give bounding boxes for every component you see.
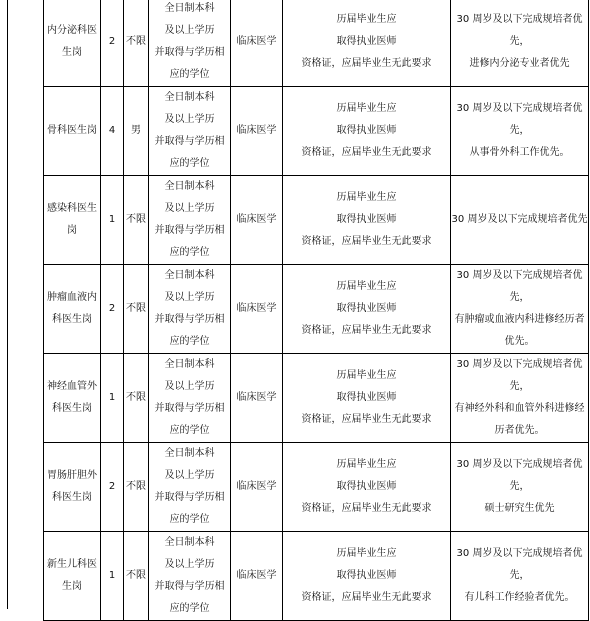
note-cell-line: 优先。 <box>504 336 535 347</box>
note-cell-line: 30 周岁及以下完成规培者优先， <box>456 103 583 136</box>
post-name-cell-line: 新生儿科医 <box>47 559 97 570</box>
note-cell <box>451 532 589 621</box>
education-cell <box>149 87 231 176</box>
note-cell-line: 30 周岁及以下完成规培者优先， <box>456 14 583 47</box>
qualification-cell-line: 取得执业医师 <box>336 214 397 225</box>
education-cell <box>149 176 231 265</box>
note-cell-line: 历者优先。 <box>494 425 545 436</box>
post-name-cell-line: 神经血管外 <box>47 381 97 392</box>
note-cell-line: 30 周岁及以下完成规培者优先， <box>456 359 583 392</box>
qualification-cell-line: 取得执业医师 <box>336 36 397 47</box>
education-cell-line: 并取得与学历相 <box>154 136 225 147</box>
post-name-cell-line: 生岗 <box>62 581 82 592</box>
qualification-cell-line: 取得执业医师 <box>336 303 397 314</box>
note-cell-line: 30 周岁及以下完成规培者优先 <box>451 214 588 225</box>
education-cell-line: 及以上学历 <box>164 203 215 214</box>
education-cell-line: 并取得与学历相 <box>154 403 225 414</box>
qualification-cell-line: 取得执业医师 <box>336 570 397 581</box>
qualification-cell-line: 资格证，应届毕业生无此要求 <box>301 325 432 336</box>
education-cell-line: 应的学位 <box>169 336 210 347</box>
post-name-cell-line: 胃肠肝胆外 <box>47 470 97 481</box>
education-cell <box>149 443 231 532</box>
qualification-cell-line: 资格证，应届毕业生无此要求 <box>301 147 432 158</box>
note-cell-line: 30 周岁及以下完成规培者优先， <box>456 459 583 492</box>
qualification-cell <box>283 354 451 443</box>
post-name-cell <box>44 265 101 354</box>
major-cell: 临床医学 <box>231 176 283 265</box>
post-name-cell <box>44 532 101 621</box>
note-cell <box>451 87 589 176</box>
note-cell-line: 30 周岁及以下完成规培者优先， <box>456 548 583 581</box>
table-row <box>44 354 589 443</box>
education-cell-line: 并取得与学历相 <box>154 47 225 58</box>
education-cell-line: 应的学位 <box>169 247 210 258</box>
education-cell-line: 全日制本科 <box>164 270 215 281</box>
gender-cell: 不限 <box>124 354 149 443</box>
post-name-cell-line: 科医生岗 <box>52 314 92 325</box>
post-name-cell-line: 岗 <box>67 225 77 236</box>
gender-cell: 不限 <box>124 0 149 87</box>
education-cell-line: 全日制本科 <box>164 92 215 103</box>
education-cell <box>149 532 231 621</box>
qualification-cell-line: 资格证，应届毕业生无此要求 <box>301 414 432 425</box>
qualification-cell-line: 取得执业医师 <box>336 392 397 403</box>
education-cell-line: 全日制本科 <box>164 181 215 192</box>
qualification-cell <box>283 532 451 621</box>
education-cell-line: 及以上学历 <box>164 470 215 481</box>
gender-cell: 不限 <box>124 176 149 265</box>
qualification-cell <box>283 87 451 176</box>
education-cell <box>149 354 231 443</box>
left-margin-rule <box>7 0 8 609</box>
gender-cell: 男 <box>124 87 149 176</box>
post-name-cell-line: 科医生岗 <box>52 492 92 503</box>
headcount-cell: 1 <box>101 532 124 621</box>
post-name-cell <box>44 87 101 176</box>
post-name-cell-line: 生岗 <box>62 47 82 58</box>
note-cell-line: 有儿科工作经验者优先。 <box>464 592 575 603</box>
major-cell: 临床医学 <box>231 443 283 532</box>
education-cell-line: 全日制本科 <box>164 3 215 14</box>
education-cell-line: 并取得与学历相 <box>154 492 225 503</box>
qualification-cell-line: 历届毕业生应 <box>336 459 397 470</box>
education-cell-line: 及以上学历 <box>164 381 215 392</box>
qualification-cell-line: 资格证，应届毕业生无此要求 <box>301 592 432 603</box>
qualification-cell-line: 历届毕业生应 <box>336 281 397 292</box>
education-cell-line: 应的学位 <box>169 69 210 80</box>
post-name-cell <box>44 0 101 87</box>
education-cell-line: 并取得与学历相 <box>154 225 225 236</box>
education-cell-line: 全日制本科 <box>164 448 215 459</box>
education-cell-line: 及以上学历 <box>164 25 215 36</box>
note-cell-line: 从事骨外科工作优先。 <box>469 147 570 158</box>
education-cell <box>149 0 231 87</box>
education-cell-line: 应的学位 <box>169 603 210 614</box>
post-name-cell-line: 骨科医生岗 <box>47 125 97 136</box>
major-cell: 临床医学 <box>231 532 283 621</box>
table-row <box>44 532 589 621</box>
note-cell-line: 硕士研究生优先 <box>484 503 555 514</box>
education-cell <box>149 265 231 354</box>
qualification-cell <box>283 0 451 87</box>
qualification-cell <box>283 176 451 265</box>
education-cell-line: 并取得与学历相 <box>154 314 225 325</box>
note-cell-line: 进修内分泌专业者优先 <box>469 58 570 69</box>
note-cell-line: 有肿瘤或血液内科进修经历者 <box>454 314 585 325</box>
recruitment-table <box>43 0 589 621</box>
post-name-cell <box>44 354 101 443</box>
qualification-cell-line: 历届毕业生应 <box>336 103 397 114</box>
qualification-cell-line: 历届毕业生应 <box>336 192 397 203</box>
qualification-cell <box>283 443 451 532</box>
qualification-cell-line: 资格证，应届毕业生无此要求 <box>301 58 432 69</box>
education-cell-line: 全日制本科 <box>164 359 215 370</box>
major-cell: 临床医学 <box>231 87 283 176</box>
education-cell-line: 应的学位 <box>169 514 210 525</box>
table-row <box>44 265 589 354</box>
gender-cell: 不限 <box>124 265 149 354</box>
note-cell <box>451 176 589 265</box>
qualification-cell-line: 历届毕业生应 <box>336 370 397 381</box>
post-name-cell <box>44 443 101 532</box>
education-cell-line: 及以上学历 <box>164 559 215 570</box>
gender-cell: 不限 <box>124 443 149 532</box>
qualification-cell-line: 资格证，应届毕业生无此要求 <box>301 503 432 514</box>
headcount-cell: 4 <box>101 87 124 176</box>
qualification-cell-line: 资格证，应届毕业生无此要求 <box>301 236 432 247</box>
education-cell-line: 应的学位 <box>169 158 210 169</box>
table-row <box>44 176 589 265</box>
table-row <box>44 0 589 87</box>
qualification-cell-line: 历届毕业生应 <box>336 548 397 559</box>
note-cell <box>451 265 589 354</box>
post-name-cell-line: 内分泌科医 <box>47 25 97 36</box>
headcount-cell: 2 <box>101 265 124 354</box>
note-cell-line: 30 周岁及以下完成规培者优先， <box>456 270 583 303</box>
education-cell-line: 及以上学历 <box>164 114 215 125</box>
education-cell-line: 应的学位 <box>169 425 210 436</box>
headcount-cell: 1 <box>101 176 124 265</box>
table-row <box>44 443 589 532</box>
note-cell <box>451 443 589 532</box>
qualification-cell-line: 历届毕业生应 <box>336 14 397 25</box>
table-row <box>44 87 589 176</box>
qualification-cell <box>283 265 451 354</box>
note-cell <box>451 354 589 443</box>
major-cell: 临床医学 <box>231 0 283 87</box>
qualification-cell-line: 取得执业医师 <box>336 125 397 136</box>
qualification-cell-line: 取得执业医师 <box>336 481 397 492</box>
table-body <box>44 0 589 621</box>
education-cell-line: 并取得与学历相 <box>154 581 225 592</box>
education-cell-line: 及以上学历 <box>164 292 215 303</box>
headcount-cell: 2 <box>101 0 124 87</box>
headcount-cell: 2 <box>101 443 124 532</box>
note-cell <box>451 0 589 87</box>
post-name-cell-line: 感染科医生 <box>47 203 97 214</box>
post-name-cell <box>44 176 101 265</box>
headcount-cell: 1 <box>101 354 124 443</box>
gender-cell: 不限 <box>124 532 149 621</box>
post-name-cell-line: 科医生岗 <box>52 403 92 414</box>
education-cell-line: 全日制本科 <box>164 537 215 548</box>
major-cell: 临床医学 <box>231 354 283 443</box>
note-cell-line: 有神经外科和血管外科进修经 <box>454 403 585 414</box>
major-cell: 临床医学 <box>231 265 283 354</box>
post-name-cell-line: 肿瘤血液内 <box>47 292 97 303</box>
